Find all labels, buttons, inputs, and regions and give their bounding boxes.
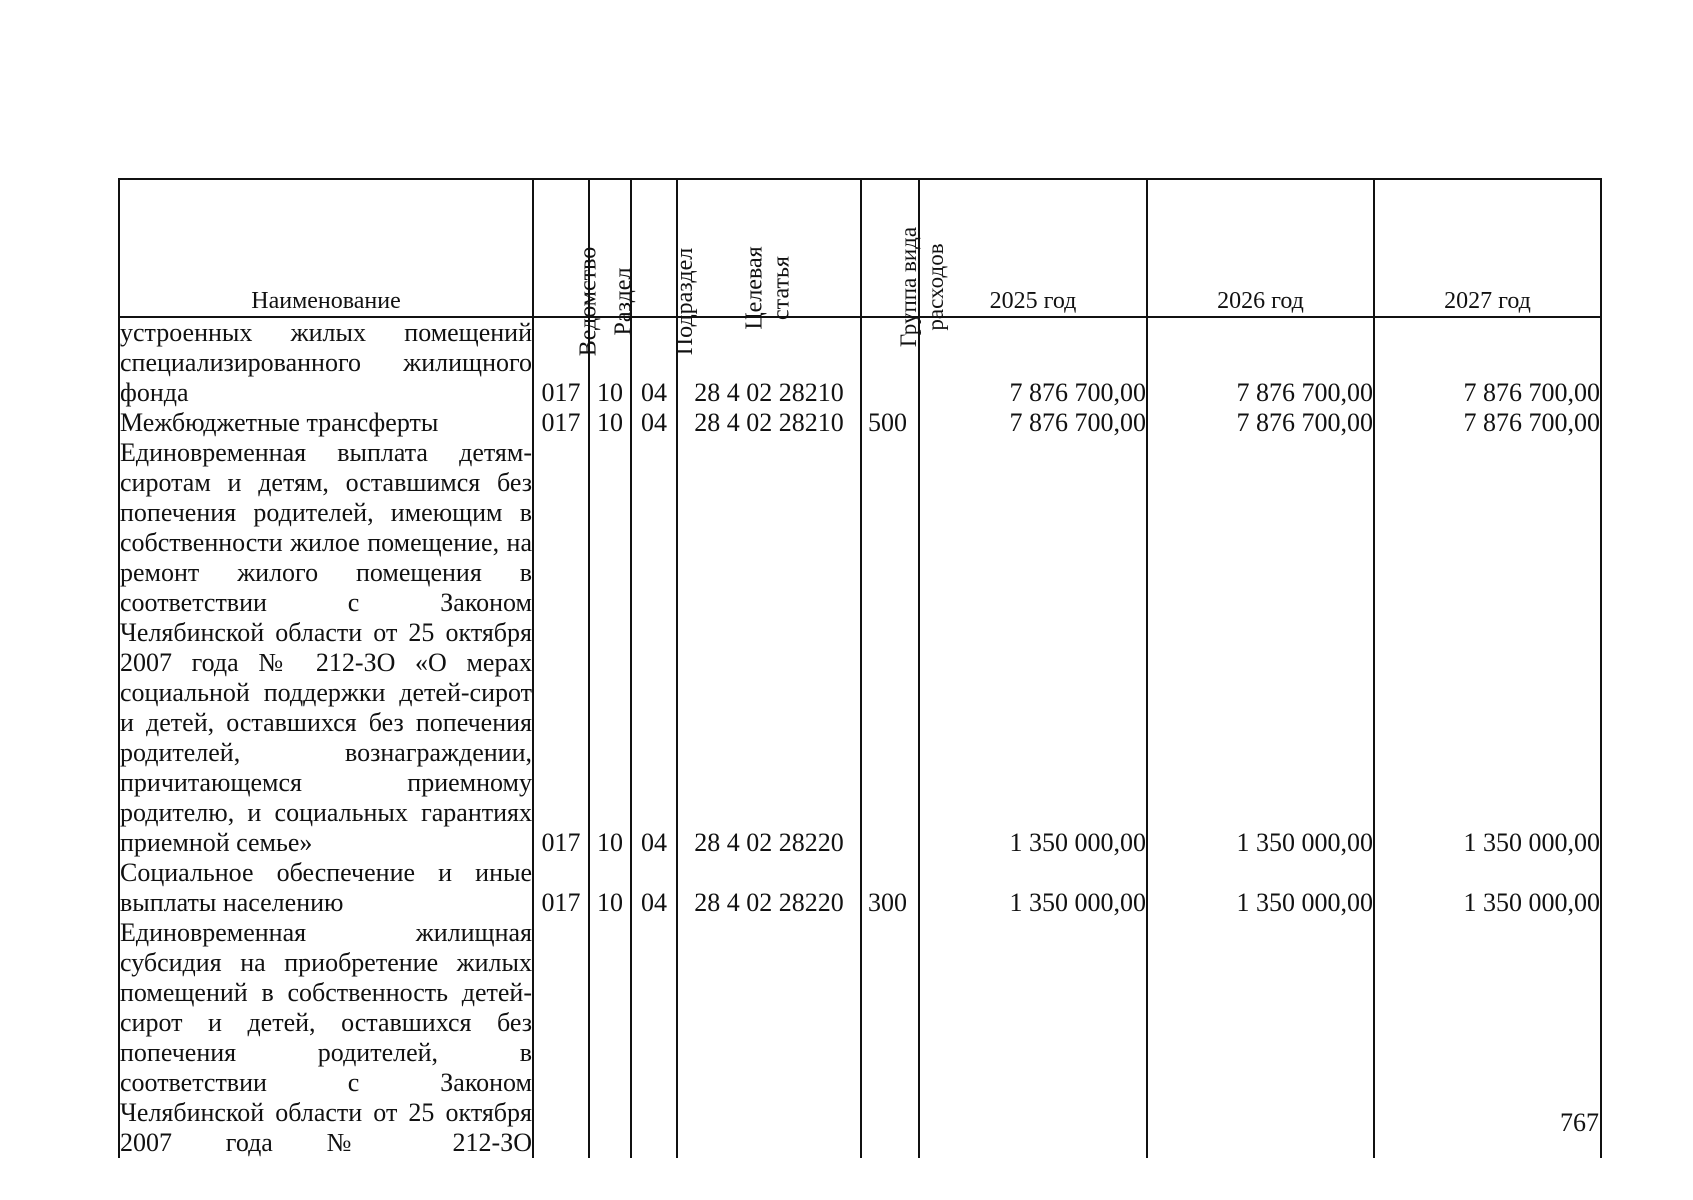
header-2027: 2027 год — [1374, 179, 1601, 317]
row-subsection: 04 — [631, 438, 677, 858]
row-name: Единовременная выплата детям-сиротам и детям, оставшимся без попечения родителей, имеющим в собственности жилое помещение, на ремонт жилого помещения в соответствии с Законом Челябинской области от 25 октября 2007 года № 212-ЗО «О мерах социальной поддержки детей-сирот и детей, оставшихся без попечения родителей, вознаграждении, причитающемся приемному родителю, и социальных гарантиях приемной семье» — [120, 438, 532, 857]
row-group — [861, 438, 919, 858]
row-dept: 017 — [533, 317, 589, 408]
row-2025: 1 350 000,00 — [919, 438, 1147, 858]
row-2025: 7 876 700,00 — [919, 408, 1147, 438]
row-group — [861, 918, 919, 1158]
table-row — [119, 408, 1601, 438]
row-target: 28 4 02 28210 — [677, 408, 861, 438]
row-target: 28 4 02 28220 — [677, 858, 861, 918]
row-2026: 1 350 000,00 — [1147, 438, 1374, 858]
row-section — [589, 918, 631, 1158]
row-name: Межбюджетные трансферты — [119, 408, 533, 438]
table-row — [119, 317, 1601, 408]
row-2025 — [919, 918, 1147, 1158]
row-subsection — [631, 918, 677, 1158]
table-row — [119, 858, 1601, 918]
header-subsection: Подраздел — [631, 179, 677, 317]
row-section: 10 — [589, 858, 631, 918]
row-2025: 7 876 700,00 — [919, 317, 1147, 408]
header-row — [119, 179, 1601, 317]
row-2027: 7 876 700,00 — [1374, 317, 1601, 408]
row-2027: 1 350 000,00 — [1374, 858, 1601, 918]
row-2026 — [1147, 918, 1374, 1158]
row-section: 10 — [589, 317, 631, 408]
row-dept: 017 — [533, 858, 589, 918]
row-group: 300 — [861, 858, 919, 918]
header-name: Наименование — [119, 179, 533, 317]
row-dept: 017 — [533, 408, 589, 438]
row-target: 28 4 02 28210 — [677, 317, 861, 408]
budget-table — [118, 178, 1602, 1158]
row-target — [677, 918, 861, 1158]
table-row — [119, 438, 1601, 858]
row-2027: 7 876 700,00 — [1374, 408, 1601, 438]
header-dept: Ведомство — [533, 179, 589, 317]
row-dept: 017 — [533, 438, 589, 858]
row-name: Единовременная жилищная субсидия на приобретение жилых помещений в собственность детей-сирот и детей, оставшихся без попечения родителей, в соответствии с Законом Челябинской области от 25 октября 2007 года № 212-ЗО — [120, 918, 532, 1157]
row-2026: 1 350 000,00 — [1147, 858, 1374, 918]
table-row — [119, 918, 1601, 1158]
row-subsection: 04 — [631, 317, 677, 408]
row-2026: 7 876 700,00 — [1147, 317, 1374, 408]
row-target: 28 4 02 28220 — [677, 438, 861, 858]
row-section: 10 — [589, 438, 631, 858]
header-2025: 2025 год — [919, 179, 1147, 317]
row-2027: 1 350 000,00 — [1374, 438, 1601, 858]
row-dept — [533, 918, 589, 1158]
header-2026: 2026 год — [1147, 179, 1374, 317]
row-group: 500 — [861, 408, 919, 438]
row-subsection: 04 — [631, 408, 677, 438]
row-section: 10 — [589, 408, 631, 438]
page-number: 767 — [1560, 1108, 1599, 1137]
row-subsection: 04 — [631, 858, 677, 918]
header-target: Целевая статья — [677, 179, 861, 317]
row-name: устроенных жилых помещений специализированного жилищного фонда — [120, 318, 532, 407]
row-name: Социальное обеспечение и иные выплаты населению — [120, 858, 532, 917]
row-2025: 1 350 000,00 — [919, 858, 1147, 918]
row-2026: 7 876 700,00 — [1147, 408, 1374, 438]
header-group: Группа вида расходов — [861, 179, 919, 317]
header-section: Раздел — [589, 179, 631, 317]
